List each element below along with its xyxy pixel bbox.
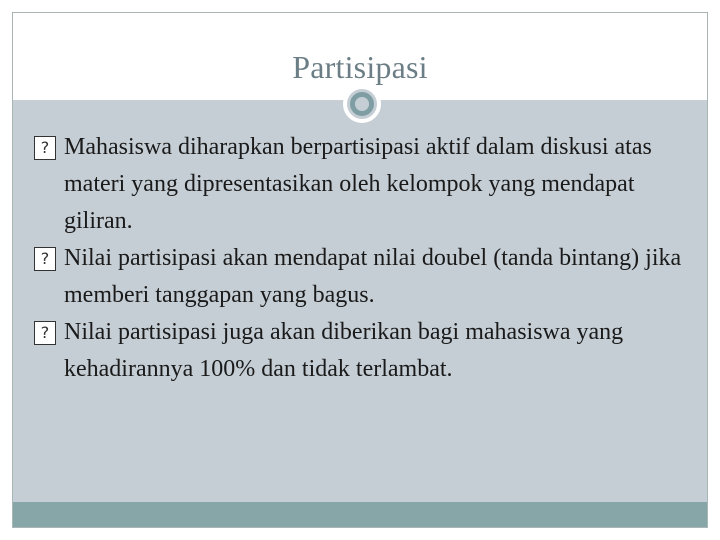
bottom-bar xyxy=(13,502,707,527)
bullet-list xyxy=(34,129,684,388)
slide-frame xyxy=(12,12,708,528)
bullet-item xyxy=(34,240,684,314)
slide-title: Partisipasi xyxy=(292,49,428,85)
ring-icon xyxy=(350,92,374,116)
missing-glyph-icon: ? xyxy=(34,136,56,160)
missing-glyph-icon: ? xyxy=(34,247,56,271)
bullet-item xyxy=(34,314,684,388)
bullet-text: Mahasiswa diharapkan berpartisipasi aktif dalam diskusi atas materi yang dipresentasikan oleh kelompok yang mendapat giliran. xyxy=(64,134,652,234)
bullet-item xyxy=(34,129,684,240)
circle-ornament-icon xyxy=(343,85,381,123)
bullet-text: Nilai partisipasi juga akan diberikan bagi mahasiswa yang kehadirannya 100% dan tidak terlambat. xyxy=(64,319,624,382)
content-area xyxy=(13,100,707,514)
bullet-text: Nilai partisipasi akan mendapat nilai doubel (tanda bintang) jika memberi tanggapan yang bagus. xyxy=(64,245,682,308)
missing-glyph-icon: ? xyxy=(34,321,56,345)
